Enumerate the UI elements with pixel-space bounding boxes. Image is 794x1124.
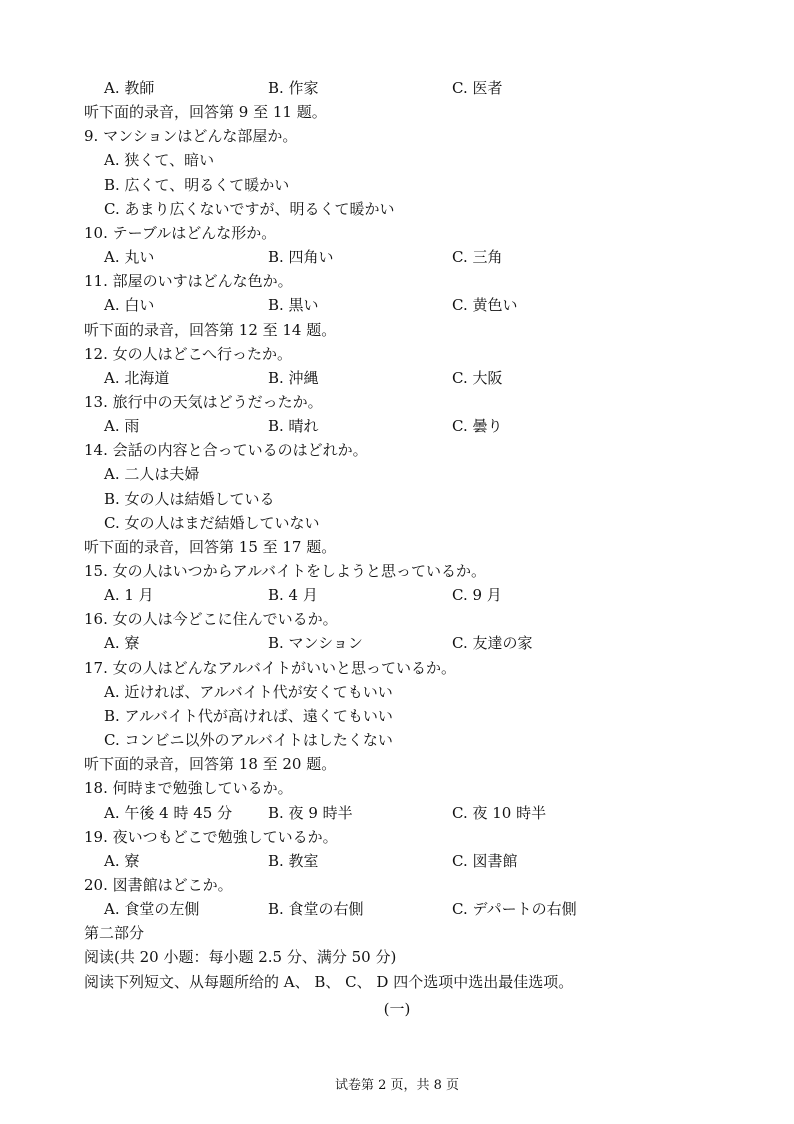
option-b: B. 晴れ (268, 417, 319, 436)
option-row (0, 897, 794, 921)
option-line: C. あまり広くないですが、明るくて暖かい (104, 199, 395, 218)
option-c: C. 大阪 (452, 368, 503, 387)
option-a: A. 北海道 (104, 368, 170, 387)
question-line: 阅读下列短文、从每题所给的 A、 B、 C、 D 四个选项中选出最佳选项。 (84, 972, 574, 991)
option-c: C. 夜 10 時半 (452, 803, 547, 822)
option-b: B. 黒い (268, 296, 319, 315)
option-a: A. 教師 (104, 79, 155, 97)
option-b: B. 作家 (268, 79, 319, 97)
option-c: C. 図書館 (452, 851, 518, 870)
section-marker: (一) (383, 999, 411, 1018)
option-a: A. 寮 (104, 851, 140, 870)
question-line: 19. 夜いつもどこで勉強しているか。 (84, 827, 338, 846)
question-line: 听下面的录音，回答第 12 至 14 题。 (84, 320, 337, 339)
option-a: A. 丸い (104, 248, 155, 267)
option-a: A. 食堂の左側 (104, 900, 200, 919)
option-b: B. 4 月 (268, 586, 318, 605)
option-c: C. 友達の家 (452, 634, 533, 653)
question-line: 9. マンションはどんな部屋か。 (84, 127, 298, 146)
question-line: 14. 会話の内容と合っているのはどれか。 (84, 441, 368, 460)
option-b: B. 教室 (268, 851, 319, 870)
option-row (0, 801, 794, 825)
option-row (0, 366, 794, 390)
option-line: A. 二人は夫婦 (104, 465, 200, 484)
option-b: B. マンション (268, 634, 363, 653)
option-c: C. 医者 (452, 79, 503, 97)
option-a: A. 1 月 (104, 586, 154, 605)
question-line: 听下面的录音，回答第 15 至 17 题。 (84, 537, 337, 556)
option-c: C. デパートの右側 (452, 900, 577, 919)
option-b: B. 食堂の右側 (268, 900, 364, 919)
option-row (0, 583, 794, 607)
option-row (0, 414, 794, 438)
option-c: C. 9 月 (452, 586, 502, 605)
option-c: C. 曇り (452, 417, 503, 436)
page-footer: 试卷第 2 页，共 8 页 (334, 1078, 460, 1093)
option-a: A. 雨 (104, 417, 140, 436)
option-c: C. 黄色い (452, 296, 518, 315)
question-line: 16. 女の人は今どこに住んでいるか。 (84, 610, 338, 629)
option-a: A. 白い (104, 296, 155, 315)
option-b: B. 夜 9 時半 (268, 803, 353, 822)
option-line: B. 広くて、明るくて暖かい (104, 175, 290, 194)
option-a: A. 午後 4 時 45 分 (104, 803, 233, 822)
option-row (0, 245, 794, 269)
option-row (0, 849, 794, 873)
question-line: 13. 旅行中の天気はどうだったか。 (84, 392, 323, 411)
option-row (0, 76, 794, 100)
question-line: 阅读(共 20 小题：每小题 2.5 分、满分 50 分) (84, 948, 397, 967)
option-line: A. 狭くて、暗い (104, 151, 215, 170)
option-line: C. 女の人はまだ結婚していない (104, 513, 320, 532)
question-line: 11. 部屋のいすはどんな色か。 (84, 272, 293, 291)
option-a: A. 寮 (104, 634, 140, 653)
question-line: 12. 女の人はどこへ行ったか。 (84, 344, 293, 363)
question-line: 20. 図書館はどこか。 (84, 875, 233, 894)
option-line: C. コンビニ以外のアルバイトはしたくない (104, 731, 393, 750)
option-line: B. アルバイト代が高ければ、遠くてもいい (104, 706, 393, 725)
question-line: 听下面的录音，回答第 9 至 11 题。 (84, 103, 327, 122)
option-line: B. 女の人は結婚している (104, 489, 275, 508)
question-line: 听下面的录音，回答第 18 至 20 题。 (84, 755, 337, 774)
question-line: 17. 女の人はどんなアルバイトがいいと思っているか。 (84, 658, 456, 677)
question-line: 18. 何時まで勉強しているか。 (84, 779, 293, 798)
option-b: B. 沖縄 (268, 368, 319, 387)
question-line: 10. テーブルはどんな形か。 (84, 223, 277, 242)
option-line: A. 近ければ、アルバイト代が安くてもいい (104, 682, 393, 701)
question-line: 15. 女の人はいつからアルバイトをしようと思っているか。 (84, 562, 486, 580)
option-row (0, 631, 794, 655)
option-c: C. 三角 (452, 248, 503, 267)
option-b: B. 四角い (268, 248, 334, 267)
option-row (0, 293, 794, 317)
question-line: 第二部分 (84, 924, 145, 943)
